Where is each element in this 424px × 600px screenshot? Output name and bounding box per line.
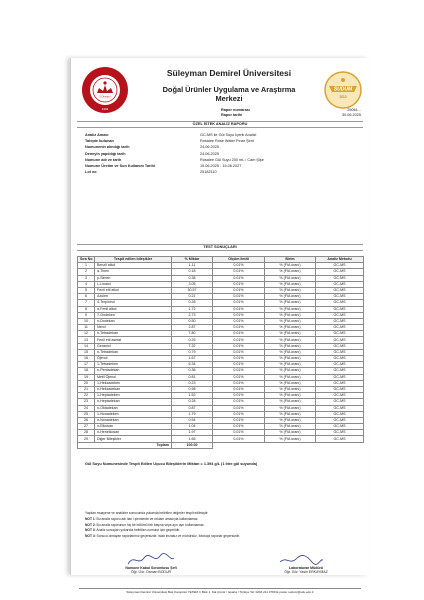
cell-no: 9 bbox=[78, 312, 95, 318]
cell-method: GC-MS bbox=[316, 325, 364, 331]
info-value: 24.06.2025 bbox=[200, 145, 220, 150]
cell-amount: 0.87 bbox=[172, 405, 213, 411]
university-name: Süleyman Demirel Üniversitesi bbox=[166, 68, 292, 78]
cell-compound: Öjenol bbox=[95, 356, 172, 362]
note-text: : Bu analiz raporu adı ilan i şlemlerde ve reklam amacıyla kullanılamaz. bbox=[94, 516, 199, 521]
cell-amount: 0.21 bbox=[172, 294, 213, 300]
cell-limit: 0.01% bbox=[213, 287, 265, 293]
info-label: Numunenin alındığı tarih bbox=[85, 145, 130, 150]
cell-limit: 0.01% bbox=[213, 393, 265, 399]
cell-amount: 1.11 bbox=[172, 263, 213, 269]
cell-method: GC-MS bbox=[316, 356, 364, 362]
cell-method: GC-MS bbox=[316, 263, 364, 269]
cell-unit: % (FIA oranı) bbox=[265, 362, 316, 368]
col-header-unit: Birim bbox=[265, 257, 316, 263]
cell-limit: 0.01% bbox=[213, 318, 265, 324]
cell-unit: % (FIA oranı) bbox=[265, 337, 316, 343]
info-value: GC-MS ile Gül Suyu İçerik Analizi bbox=[200, 133, 257, 137]
cell-method: GC-MS bbox=[316, 368, 364, 374]
university-seal-logo bbox=[81, 66, 129, 114]
cell-method: GC-MS bbox=[316, 349, 364, 355]
address-footer: Süleyman Demirel Üniversitesi Batı Kampüsü YETEM C Blok 1. Kat Çünür / Isparta / Türkiye Tel: 0246 211 3799 E-posta: sudum@sdu.edu.tr bbox=[79, 588, 361, 594]
cell-compound: Diğer Bileşikler bbox=[95, 436, 172, 442]
cell-compound: Metil Öjenol bbox=[95, 374, 172, 380]
note-prefix: NOT 2 bbox=[85, 522, 95, 527]
cell-unit: % (FIA oranı) bbox=[265, 312, 316, 318]
info-label: Numune Üretim ve Son Kullanım Tarihi bbox=[85, 163, 155, 168]
cell-no: 24 bbox=[78, 405, 95, 411]
cell-limit: 0.01% bbox=[213, 269, 265, 275]
cell-no: 7 bbox=[78, 300, 95, 306]
cell-compound: n-Heptadekan bbox=[95, 399, 172, 405]
report-date-value: 30.06.2025 bbox=[341, 113, 361, 117]
info-row bbox=[85, 169, 355, 175]
cell-limit: 0.01% bbox=[213, 356, 265, 362]
lab-name-line1: Doğal Ürünler Uygulama ve Araştırma bbox=[162, 85, 296, 94]
cell-limit: 0.01% bbox=[213, 436, 265, 442]
signature-right bbox=[261, 566, 351, 574]
cell-compound: 4-Terpineol bbox=[95, 300, 172, 306]
cell-method: GC-MS bbox=[316, 275, 364, 281]
cell-no: 15 bbox=[78, 349, 95, 355]
cell-method: GC-MS bbox=[316, 424, 364, 430]
lab-name-line2: Merkezi bbox=[215, 94, 243, 103]
cell-no: 12 bbox=[78, 331, 95, 337]
report-meta bbox=[221, 108, 361, 118]
cell-method: GC-MS bbox=[316, 417, 364, 423]
col-header-no: Sıra No bbox=[78, 257, 95, 263]
cell-compound: Geraniol bbox=[95, 343, 172, 349]
cell-method: GC-MS bbox=[316, 393, 364, 399]
cell-amount: 1.72 bbox=[172, 306, 213, 312]
cell-unit: % (FIA oranı) bbox=[265, 405, 316, 411]
cell-amount: 1.65 bbox=[172, 436, 213, 442]
cell-amount: 0.54 bbox=[172, 417, 213, 423]
cell-no: 19 bbox=[78, 374, 95, 380]
cell-compound: Ξ-Dodeken bbox=[95, 312, 172, 318]
signature-right-title: Laboratuvar Müdürü bbox=[288, 566, 324, 570]
signature-left bbox=[101, 566, 201, 574]
info-label: Analiz Amacı bbox=[85, 133, 109, 137]
report-number-label: Rapor numarası bbox=[221, 108, 250, 112]
cell-compound: L-Linalol bbox=[95, 281, 172, 287]
cell-method: GC-MS bbox=[316, 269, 364, 275]
cell-unit: % (FIA oranı) bbox=[265, 263, 316, 269]
cell-amount: 0.18 bbox=[172, 269, 213, 275]
total-row bbox=[78, 442, 364, 448]
info-label: Numune adı ve tarih bbox=[85, 157, 122, 162]
cell-limit: 0.01% bbox=[213, 411, 265, 417]
svg-text:2010: 2010 bbox=[339, 95, 347, 99]
cell-compound: Fenil etil alkol bbox=[95, 287, 172, 293]
cell-unit: % (FIA oranı) bbox=[265, 331, 316, 337]
col-header-limit: Ölçüm limiti bbox=[213, 257, 265, 263]
signature-left-title: Numune Kabul Sorumlusu Şefi bbox=[125, 566, 177, 570]
cell-amount: 2.87 bbox=[172, 325, 213, 331]
cell-no: 1 bbox=[78, 263, 95, 269]
cell-limit: 0.01% bbox=[213, 374, 265, 380]
cell-method: GC-MS bbox=[316, 337, 364, 343]
cell-method: GC-MS bbox=[316, 281, 364, 287]
cell-amount: 0.38 bbox=[172, 275, 213, 281]
cell-method: GC-MS bbox=[316, 436, 364, 442]
cell-limit: 0.01% bbox=[213, 405, 265, 411]
cell-limit: 0.01% bbox=[213, 368, 265, 374]
cell-method: GC-MS bbox=[316, 374, 364, 380]
cell-compound: n-Heneikosan bbox=[95, 430, 172, 436]
cell-compound: Benzil alkol bbox=[95, 263, 172, 269]
cell-amount: 1.97 bbox=[172, 430, 213, 436]
cell-amount: 0.25 bbox=[172, 337, 213, 343]
cell-limit: 0.01% bbox=[213, 349, 265, 355]
report-date-label: Rapor tarihi bbox=[221, 113, 243, 117]
cell-limit: 0.01% bbox=[213, 306, 265, 312]
cell-method: GC-MS bbox=[316, 300, 364, 306]
report-sheet bbox=[70, 58, 369, 594]
note-text: : Bu analiz raporunun hiç bir bölümü tek başına veya ayrı ayrı kullanılamaz. bbox=[94, 522, 205, 527]
signature-left-name: Öğr. Gör. Osman BODUR bbox=[130, 570, 172, 574]
note-line bbox=[85, 534, 355, 540]
cell-compound: α-Tinen bbox=[95, 269, 172, 275]
cell-amount: 0.50 bbox=[172, 318, 213, 324]
cell-limit: 0.01% bbox=[213, 386, 265, 392]
note-text: Yapılan muayene ve analizler sonucunda yukarıda belirtilen değerler tespit edilmiştir. bbox=[85, 511, 209, 515]
cell-unit: % (FIA oranı) bbox=[265, 294, 316, 300]
cell-no: 4 bbox=[78, 281, 95, 287]
cell-method: GC-MS bbox=[316, 318, 364, 324]
cell-no: 20 bbox=[78, 380, 95, 386]
cell-unit: % (FIA oranı) bbox=[265, 374, 316, 380]
cell-compound: p-Simen bbox=[95, 275, 172, 281]
cell-unit: % (FIA oranı) bbox=[265, 300, 316, 306]
cell-method: GC-MS bbox=[316, 386, 364, 392]
cell-compound: n-Eikosan bbox=[95, 424, 172, 430]
cell-amount: 7.32 bbox=[172, 343, 213, 349]
info-value: Rosalee Gül Suyu 200 mL / Cam Şişe bbox=[200, 157, 264, 162]
cell-method: GC-MS bbox=[316, 380, 364, 386]
cell-no: 16 bbox=[78, 356, 95, 362]
cell-limit: 0.01% bbox=[213, 362, 265, 368]
cell-method: GC-MS bbox=[316, 294, 364, 300]
cell-limit: 0.01% bbox=[213, 399, 265, 405]
signature-right-name: Öğr. Gör. Yasin ERKAYMAZ bbox=[284, 570, 328, 574]
cell-compound: 1-Heptadeken bbox=[95, 393, 172, 399]
cell-amount: 2.73 bbox=[172, 312, 213, 318]
cell-no: 5 bbox=[78, 287, 95, 293]
cell-method: GC-MS bbox=[316, 306, 364, 312]
cell-no: 21 bbox=[78, 386, 95, 392]
cell-compound: n-Pentadekan bbox=[95, 368, 172, 374]
cell-unit: % (FIA oranı) bbox=[265, 393, 316, 399]
cell-unit: % (FIA oranı) bbox=[265, 424, 316, 430]
results-table bbox=[77, 256, 364, 449]
main-result: Gül Suyu Numunesinde Tespit Edilen Uçucu Bileşiklerin Miktarı = 1.394 g/L (1 litre gül suyunda) bbox=[85, 462, 258, 466]
info-value: 25182110 bbox=[200, 170, 217, 175]
col-header-method: Analiz Metodu bbox=[316, 257, 364, 263]
cell-no: 29 bbox=[78, 436, 95, 442]
total-value: 100.00 bbox=[172, 442, 213, 448]
lab-name bbox=[139, 85, 319, 103]
cell-amount: 1.04 bbox=[172, 424, 213, 430]
cell-unit: % (FIA oranı) bbox=[265, 386, 316, 392]
cell-limit: 0.01% bbox=[213, 337, 265, 343]
cell-limit: 0.01% bbox=[213, 281, 265, 287]
cell-compound: n-Dodekan bbox=[95, 318, 172, 324]
cell-compound: α-Fenil alkol bbox=[95, 306, 172, 312]
cell-no: 25 bbox=[78, 411, 95, 417]
sample-info bbox=[85, 132, 355, 175]
svg-text:1992: 1992 bbox=[101, 107, 109, 111]
cell-unit: % (FIA oranı) bbox=[265, 399, 316, 405]
cell-amount: 0.28 bbox=[172, 399, 213, 405]
cell-amount: 0.28 bbox=[172, 300, 213, 306]
cell-amount: 1.79 bbox=[172, 411, 213, 417]
note-text: : Sonucu olmayan raporlarımız geçersizdir. Islak imzasız ve mühürsüz, fotokopi raporlar geçersizdir. bbox=[94, 534, 241, 539]
cell-unit: % (FIA oranı) bbox=[265, 411, 316, 417]
cell-unit: % (FIA oranı) bbox=[265, 356, 316, 362]
cell-method: GC-MS bbox=[316, 405, 364, 411]
col-header-compound: Tespit edilen bileşikler bbox=[95, 257, 172, 263]
cell-amount: 30.57 bbox=[172, 287, 213, 293]
total-label: Toplam bbox=[78, 442, 172, 448]
cell-method: GC-MS bbox=[316, 312, 364, 318]
report-number-value: 25061... bbox=[347, 108, 361, 112]
cell-unit: % (FIA oranı) bbox=[265, 281, 316, 287]
note-prefix: NOT 4 bbox=[85, 534, 95, 539]
cell-no: 13 bbox=[78, 337, 95, 343]
cell-amount: 0.23 bbox=[172, 380, 213, 386]
cell-no: 6 bbox=[78, 294, 95, 300]
cell-compound: Azulen bbox=[95, 294, 172, 300]
cell-limit: 0.01% bbox=[213, 417, 265, 423]
cell-no: 2 bbox=[78, 269, 95, 275]
info-label: Deneyin yapıldığı tarih bbox=[85, 151, 126, 156]
cell-unit: % (FIA oranı) bbox=[265, 306, 316, 312]
cell-method: GC-MS bbox=[316, 287, 364, 293]
cell-compound: 1-Tetradeken bbox=[95, 362, 172, 368]
cell-amount: 0.36 bbox=[172, 368, 213, 374]
info-value: 24.06.2025 bbox=[200, 151, 220, 156]
cell-unit: % (FIA oranı) bbox=[265, 318, 316, 324]
col-header-amount: % Miktar bbox=[172, 257, 213, 263]
cell-limit: 0.01% bbox=[213, 312, 265, 318]
cell-no: 26 bbox=[78, 417, 95, 423]
cell-no: 23 bbox=[78, 399, 95, 405]
cell-unit: % (FIA oranı) bbox=[265, 417, 316, 423]
cell-no: 11 bbox=[78, 325, 95, 331]
cell-limit: 0.01% bbox=[213, 275, 265, 281]
cell-limit: 0.01% bbox=[213, 331, 265, 337]
cell-no: 3 bbox=[78, 275, 95, 281]
cell-limit: 0.01% bbox=[213, 325, 265, 331]
cell-unit: % (FIA oranı) bbox=[265, 343, 316, 349]
cell-limit: 0.01% bbox=[213, 263, 265, 269]
total-spacer bbox=[213, 442, 364, 448]
cell-compound: 1-Hekzadeken bbox=[95, 380, 172, 386]
info-value: Rosalee Rose Water Pınar Şeni bbox=[200, 139, 254, 144]
cell-no: 14 bbox=[78, 343, 95, 349]
cell-method: GC-MS bbox=[316, 362, 364, 368]
cell-amount: 3.05 bbox=[172, 281, 213, 287]
cell-compound: Fenil etil asetat bbox=[95, 337, 172, 343]
info-value: 15.06.2025 - 15.06.2027 bbox=[200, 163, 242, 168]
cell-compound: 1-Nonadeken bbox=[95, 411, 172, 417]
note-text: : Analiz sonuçları yukarıda belirtilen numune için geçerlidir. bbox=[94, 528, 181, 533]
cell-method: GC-MS bbox=[316, 430, 364, 436]
cell-limit: 0.01% bbox=[213, 343, 265, 349]
cell-limit: 0.01% bbox=[213, 430, 265, 436]
cell-unit: % (FIA oranı) bbox=[265, 287, 316, 293]
info-label: Lot no bbox=[85, 170, 97, 175]
cell-no: 27 bbox=[78, 424, 95, 430]
cell-no: 8 bbox=[78, 306, 95, 312]
note-prefix: NOT 1 bbox=[85, 516, 95, 521]
cell-compound: n-Nonadekan bbox=[95, 417, 172, 423]
cell-unit: % (FIA oranı) bbox=[265, 349, 316, 355]
cell-compound: n-Tetradekan bbox=[95, 331, 172, 337]
cell-amount: 6.34 bbox=[172, 362, 213, 368]
cell-no: 28 bbox=[78, 430, 95, 436]
cell-unit: % (FIA oranı) bbox=[265, 269, 316, 275]
svg-text:SUDUM: SUDUM bbox=[333, 86, 353, 93]
svg-text:S.Demirel: S.Demirel bbox=[99, 95, 111, 99]
cell-unit: % (FIA oranı) bbox=[265, 368, 316, 374]
cell-amount: 0.79 bbox=[172, 349, 213, 355]
cell-limit: 0.01% bbox=[213, 380, 265, 386]
cell-no: 18 bbox=[78, 368, 95, 374]
cell-amount: 1.67 bbox=[172, 356, 213, 362]
cell-unit: % (FIA oranı) bbox=[265, 380, 316, 386]
cell-unit: % (FIA oranı) bbox=[265, 275, 316, 281]
cell-method: GC-MS bbox=[316, 399, 364, 405]
cell-method: GC-MS bbox=[316, 411, 364, 417]
info-label: Talepte bulunan bbox=[85, 139, 114, 144]
cell-no: 22 bbox=[78, 393, 95, 399]
cell-amount: 0.98 bbox=[172, 386, 213, 392]
cell-amount: 7.80 bbox=[172, 331, 213, 337]
cell-unit: % (FIA oranı) bbox=[265, 325, 316, 331]
cell-limit: 0.01% bbox=[213, 294, 265, 300]
cell-compound: n-Hekzadekan bbox=[95, 386, 172, 392]
report-title: ÖZEL İSTEK ANALİZ RAPORU bbox=[77, 121, 363, 128]
cell-compound: Nerol bbox=[95, 325, 172, 331]
notes-section bbox=[85, 511, 355, 540]
cell-no: 17 bbox=[78, 362, 95, 368]
cell-amount: 1.52 bbox=[172, 393, 213, 399]
cell-method: GC-MS bbox=[316, 343, 364, 349]
cell-compound: n-Oktadekan bbox=[95, 405, 172, 411]
cell-unit: % (FIA oranı) bbox=[265, 436, 316, 442]
cell-unit: % (FIA oranı) bbox=[265, 430, 316, 436]
results-title: TEST SONUÇLARI bbox=[77, 244, 363, 251]
cell-compound: n-Tetradekan bbox=[95, 349, 172, 355]
cell-limit: 0.01% bbox=[213, 300, 265, 306]
sudum-badge-logo bbox=[323, 70, 363, 110]
cell-amount: 0.81 bbox=[172, 374, 213, 380]
cell-no: 10 bbox=[78, 318, 95, 324]
note-prefix: NOT 3 bbox=[85, 528, 95, 533]
cell-limit: 0.01% bbox=[213, 424, 265, 430]
cell-method: GC-MS bbox=[316, 331, 364, 337]
